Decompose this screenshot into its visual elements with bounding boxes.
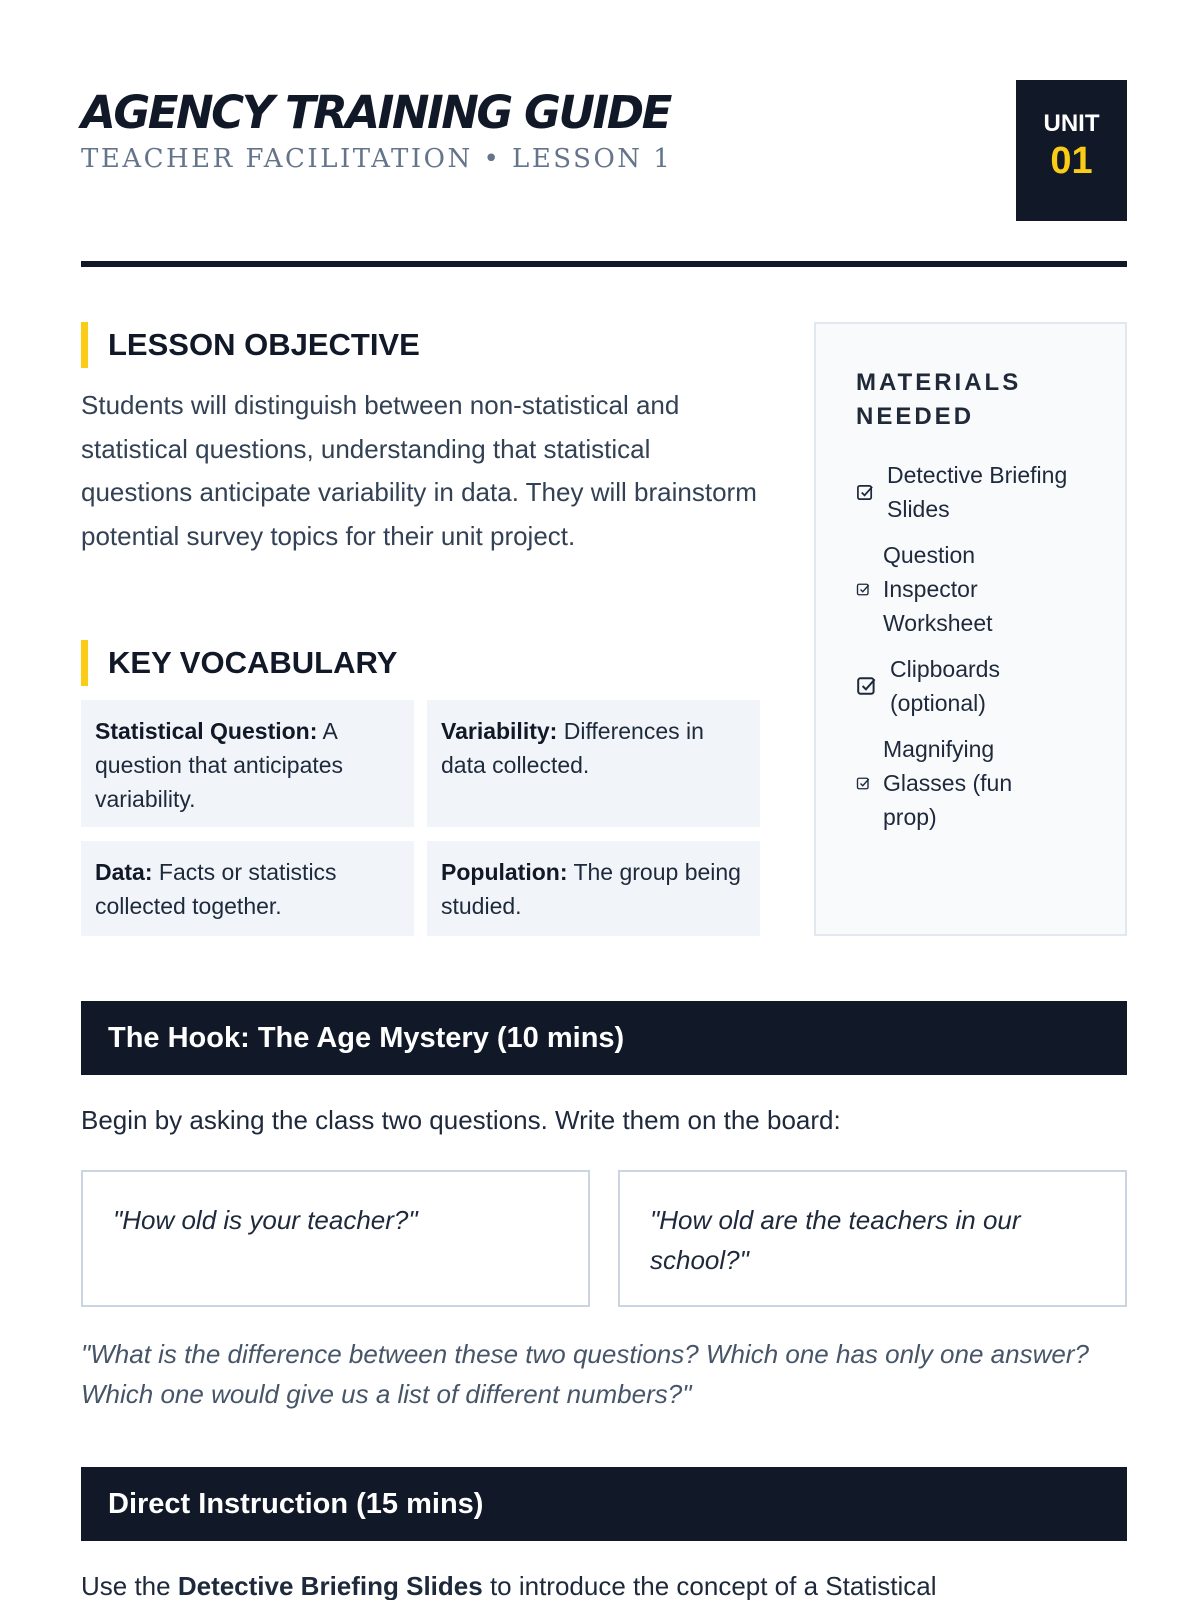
unit-badge bbox=[1016, 80, 1127, 221]
material-label: Clipboards (optional) bbox=[890, 656, 1000, 716]
lesson-page bbox=[81, 0, 1127, 1600]
vocab-term: Population: bbox=[441, 859, 568, 885]
header-divider bbox=[81, 261, 1127, 267]
checkbox-icon bbox=[856, 483, 875, 502]
vocabulary-heading: KEY VOCABULARY bbox=[81, 640, 397, 686]
guide-title: AGENCY TRAINING GUIDE bbox=[81, 86, 670, 139]
question-card: "How old are the teachers in our school?" bbox=[618, 1170, 1127, 1307]
materials-title: MATERIALS NEEDED bbox=[856, 369, 1022, 430]
list-item bbox=[856, 538, 1026, 640]
vocab-card bbox=[81, 700, 414, 827]
question-card: "How old is your teacher?" bbox=[81, 1170, 590, 1307]
material-label: Detective Briefing Slides bbox=[887, 462, 1068, 522]
vocab-card bbox=[81, 841, 414, 936]
direct-instruction-header: Direct Instruction (15 mins) bbox=[81, 1467, 1127, 1541]
vocab-definition: The group being studied. bbox=[441, 859, 741, 919]
list-item bbox=[856, 652, 1036, 720]
checkbox-icon bbox=[856, 582, 871, 597]
vocab-definition: Differences in data collected. bbox=[441, 718, 704, 778]
direct-instruction-text bbox=[81, 1568, 937, 1600]
vocab-term: Variability: bbox=[441, 718, 558, 744]
unit-label: UNIT bbox=[1043, 110, 1100, 137]
text-segment: Use the bbox=[81, 1571, 178, 1600]
vocab-term: Data: bbox=[95, 859, 153, 885]
material-label: Magnifying Glasses (fun prop) bbox=[883, 736, 1013, 830]
vocab-term: Statistical Question: bbox=[95, 718, 318, 744]
text-segment: to introduce the concept of a Statistical bbox=[482, 1571, 937, 1600]
material-label: Question Inspector Worksheet bbox=[883, 542, 993, 636]
objective-text: Students will distinguish between non-statistical and statistical questions, understanding that statistical questions anticipate variability in data. They will brainstorm potential survey topics for their unit project. bbox=[81, 390, 757, 551]
vocabulary-grid bbox=[81, 700, 760, 936]
unit-number: 01 bbox=[1050, 140, 1093, 182]
list-item bbox=[856, 458, 1116, 526]
vocab-definition: Facts or statistics collected together. bbox=[95, 859, 337, 919]
checkbox-icon bbox=[856, 776, 871, 791]
materials-list bbox=[856, 458, 1116, 846]
slides-reference: Detective Briefing Slides bbox=[177, 1571, 483, 1600]
checkbox-icon bbox=[856, 675, 878, 697]
guide-subtitle: TEACHER FACILITATION • LESSON 1 bbox=[81, 144, 673, 174]
vocab-card bbox=[427, 841, 760, 936]
materials-panel bbox=[814, 322, 1127, 936]
vocab-definition: A question that anticipates variability. bbox=[95, 718, 344, 812]
discussion-prompt: "What is the difference between these two questions? Which one has only one answer? Which one would give us a list of different numbers?" bbox=[81, 1339, 1089, 1409]
objective-heading: LESSON OBJECTIVE bbox=[81, 322, 420, 368]
hook-section-header: The Hook: The Age Mystery (10 mins) bbox=[81, 1001, 1127, 1075]
vocab-card bbox=[427, 700, 760, 827]
list-item bbox=[856, 732, 1046, 834]
header bbox=[81, 80, 1127, 220]
hook-intro: Begin by asking the class two questions. Write them on the board: bbox=[81, 1105, 841, 1135]
